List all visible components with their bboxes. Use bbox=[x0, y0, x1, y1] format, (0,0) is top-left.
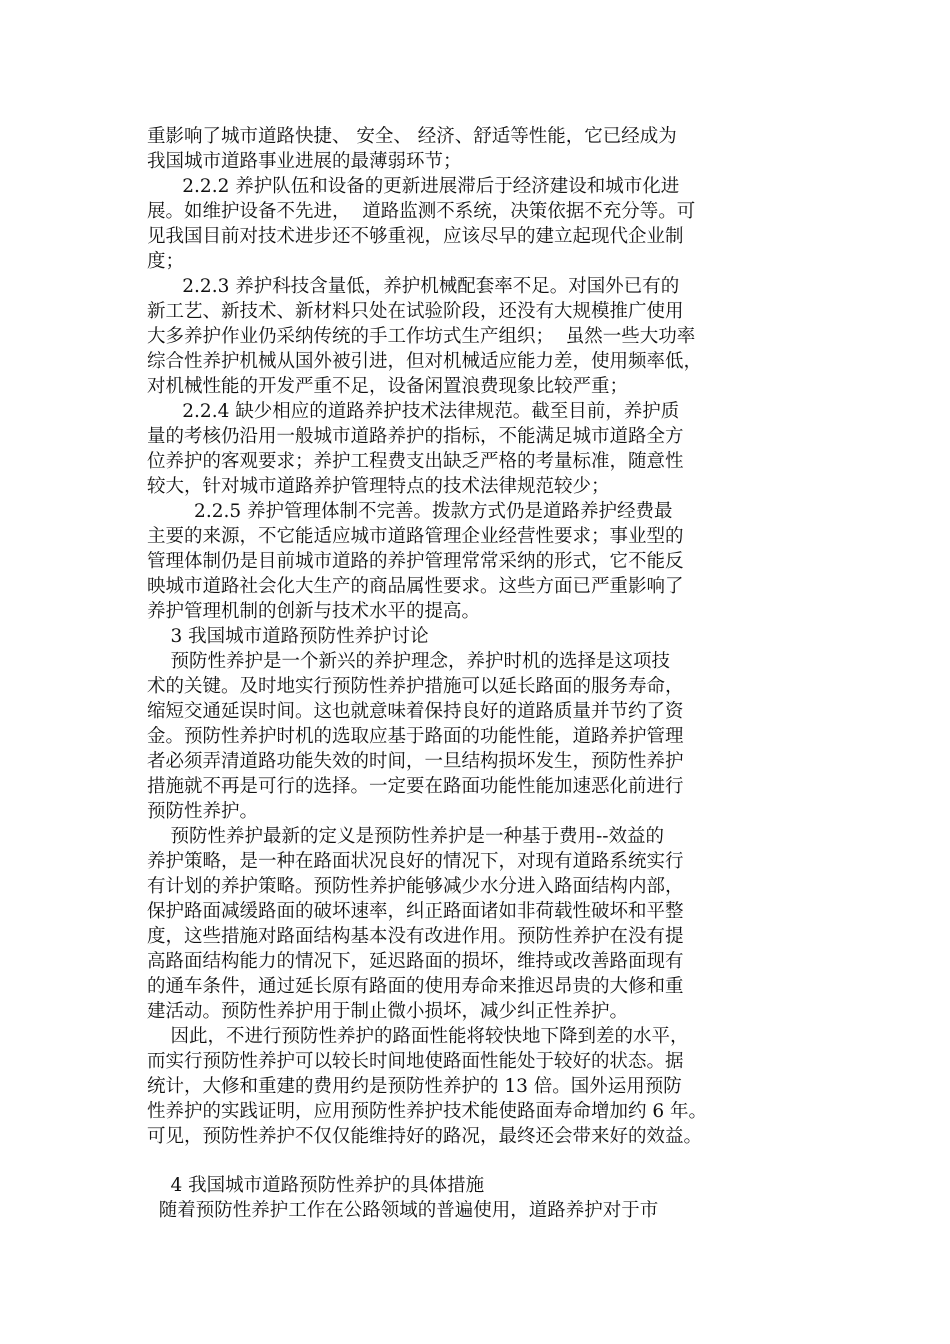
text-line: 而实行预防性养护可以较长时间地使路面性能处于较好的状态。据 bbox=[147, 1051, 684, 1072]
text-line: 2.2.2 养护队伍和设备的更新进展滞后于经济建设和城市化进 bbox=[147, 176, 680, 197]
text-line: 的通车条件，通过延长原有路面的使用寿命来推迟昂贵的大修和重 bbox=[147, 976, 684, 997]
text-line: 术的关键。及时地实行预防性养护措施可以延长路面的服务寿命， bbox=[147, 676, 684, 697]
text-line: 统计，大修和重建的费用约是预防性养护的 13 倍。国外运用预防 bbox=[147, 1076, 682, 1097]
text-line: 性养护的实践证明，应用预防性养护技术能使路面寿命增加约 6 年。 bbox=[147, 1101, 708, 1122]
text-line: 较大，针对城市道路养护管理特点的技术法律规范较少； bbox=[147, 476, 610, 497]
text-line: 度； bbox=[147, 251, 185, 272]
text-line: 措施就不再是可行的选择。一定要在路面功能性能加速恶化前进行 bbox=[147, 776, 684, 797]
text-line: 综合性养护机械从国外被引进，但对机械适应能力差，使用频率低， bbox=[147, 351, 703, 372]
text-line: 大多养护作业仍采纳传统的手工作坊式生产组织； 虽然一些大功率 bbox=[147, 326, 696, 347]
text-line: 量的考核仍沿用一般城市道路养护的指标，不能满足城市道路全方 bbox=[147, 426, 684, 447]
text-line: 展。如维护设备不先进， 道路监测不系统，决策依据不充分等。可 bbox=[147, 201, 696, 222]
text-line: 3 我国城市道路预防性养护讨论 bbox=[147, 626, 429, 647]
text-line: 因此，不进行预防性养护的路面性能将较快地下降到差的水平， bbox=[147, 1026, 689, 1047]
text-line: 重影响了城市道路快捷、 安全、 经济、舒适等性能，它已经成为 bbox=[147, 126, 677, 147]
text-line: 新工艺、新技术、新材料只处在试验阶段，还没有大规模推广使用 bbox=[147, 301, 684, 322]
text-line: 映城市道路社会化大生产的商品属性要求。这些方面已严重影响了 bbox=[147, 576, 684, 597]
text-line: 管理体制仍是目前城市道路的养护管理常常采纳的形式，它不能反 bbox=[147, 551, 684, 572]
text-line: 4 我国城市道路预防性养护的具体措施 bbox=[147, 1175, 485, 1196]
text-line: 养护管理机制的创新与技术水平的提高。 bbox=[147, 601, 481, 622]
text-line: 对机械性能的开发严重不足，设备闲置浪费现象比较严重； bbox=[147, 376, 629, 397]
paragraph-gap bbox=[147, 1149, 812, 1173]
text-line: 有计划的养护策略。预防性养护能够减少水分进入路面结构内部， bbox=[147, 876, 684, 897]
text-line: 随着预防性养护工作在公路领域的普遍使用，道路养护对于市 bbox=[147, 1200, 659, 1221]
text-line: 建活动。预防性养护用于制止微小损坏，减少纠正性养护。 bbox=[147, 1001, 629, 1022]
text-line: 预防性养护最新的定义是预防性养护是一种基于费用--效益的 bbox=[147, 826, 665, 847]
text-line: 金。预防性养护时机的选取应基于路面的功能性能，道路养护管理 bbox=[147, 726, 684, 747]
text-line: 预防性养护。 bbox=[147, 801, 259, 822]
text-line: 预防性养护是一个新兴的养护理念，养护时机的选择是这项技 bbox=[147, 651, 671, 672]
text-line: 者必须弄清道路功能失效的时间，一旦结构损坏发生，预防性养护 bbox=[147, 751, 684, 772]
text-line: 保护路面减缓路面的破坏速率，纠正路面诸如非荷载性破坏和平整 bbox=[147, 901, 684, 922]
text-line: 养护策略，是一种在路面状况良好的情况下，对现有道路系统实行 bbox=[147, 851, 684, 872]
text-line: 2.2.4 缺少相应的道路养护技术法律规范。截至目前，养护质 bbox=[147, 401, 680, 422]
text-line: 2.2.3 养护科技含量低，养护机械配套率不足。对国外已有的 bbox=[147, 276, 680, 297]
text-line: 主要的来源，不它能适应城市道路管理企业经营性要求；事业型的 bbox=[147, 526, 684, 547]
document-body bbox=[147, 124, 812, 1223]
text-line: 见我国目前对技术进步还不够重视，应该尽早的建立起现代企业制 bbox=[147, 226, 684, 247]
text-line: 2.2.5 养护管理体制不完善。拨款方式仍是道路养护经费最 bbox=[147, 501, 673, 522]
text-line: 位养护的客观要求；养护工程费支出缺乏严格的考量标准，随意性 bbox=[147, 451, 684, 472]
text-line: 我国城市道路事业进展的最薄弱环节； bbox=[147, 151, 462, 172]
text-line: 可见，预防性养护不仅仅能维持好的路况，最终还会带来好的效益。 bbox=[147, 1126, 703, 1147]
text-line: 缩短交通延误时间。这也就意味着保持良好的道路质量并节约了资 bbox=[147, 701, 684, 722]
text-line: 高路面结构能力的情况下，延迟路面的损坏，维持或改善路面现有 bbox=[147, 951, 684, 972]
text-line: 度，这些措施对路面结构基本没有改进作用。预防性养护在没有提 bbox=[147, 926, 684, 947]
